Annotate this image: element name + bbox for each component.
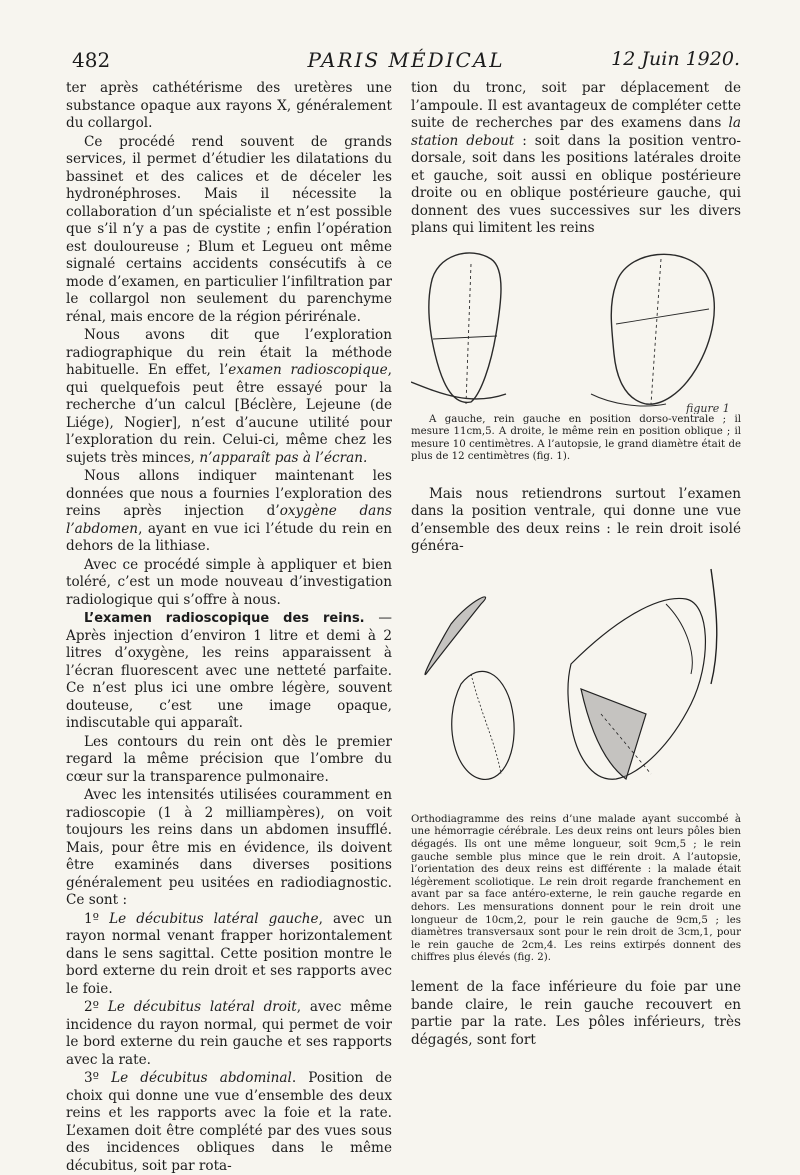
paragraph: Avec les intensités utilisées couramment en radioscopie (1 à 2 milliampères), on voit toujours les reins dans un abdomen insufflé. Mais, pour être mis en évidence, ils doivent être examinés dans diverses positions généralement peu usitées en radiodiagnostic. Ce sont :	[66, 787, 392, 908]
page-number: 482	[72, 48, 111, 72]
list-item: 3º Le décubitus abdominal. Position de choix qui donne une vue d’ensemble des deux reins et les rapports avec la foie et la rate. L’examen doit être complété par des vues sous des incidences obliques dans le même décubitus, soit par rota-	[66, 1070, 392, 1174]
figure-label: figure 1	[686, 401, 730, 414]
paragraph: Mais nous retiendrons surtout l’examen dans la position ventrale, qui donne une vue d’ensemble des deux reins : le rein droit isolé généra-	[411, 485, 741, 555]
kidney-sketch-1	[411, 244, 741, 414]
orthodiagram-sketch	[411, 564, 741, 814]
paragraph: tion du tronc, soit par déplacement de l’ampoule. Il est avantageux de compléter cette suite de recherches par des examens dans la station debout : soit dans la position ventro-dorsale, soit dans les positions latérales droite et gauche, soit aussi en oblique postérieure droite ou en oblique postérieure gauche, qui donnent des vues successives sur les divers plans qui limitent les reins	[411, 80, 741, 236]
page-header	[72, 48, 740, 78]
figure-1-caption: A gauche, rein gauche en position dorso-ventrale ; il mesure 11cm,5. A droite, le même rein en position oblique ; il mesure 10 centimètres. A l’autopsie, le grand diamètre était de plus de 12 centimètres (fig. 1).	[411, 413, 741, 463]
paragraph: lement de la face inférieure du foie par une bande claire, le rein gauche recouvert en partie par la rate. Les pôles inférieurs, très dégagés, sont fort	[411, 979, 741, 1048]
left-column	[66, 80, 392, 1175]
right-column	[411, 80, 741, 1049]
paragraph: Les contours du rein ont dès le premier regard la même précision que l’ombre du cœur sur la transparence pulmonaire.	[66, 733, 392, 785]
section-heading: L’examen radioscopique des reins.	[84, 611, 365, 626]
journal-title: PARIS MÉDICAL	[307, 48, 505, 72]
figure-2-caption: Orthodiagramme des reins d’une malade ayant succombé à une hémorragie cérébrale. Les deux reins ont leurs pôles bien dégagés. Ils ont une même longueur, soit 9cm,5 ; le rein gauche semble plus mince que le rein droit. A l’autopsie, l’orientation des deux reins est différente : la malade était légèrement scoliotique. Le rein droit regarde franchement en avant par sa face antéro-externe, le rein gauche regarde en dehors. Les mensurations donnent pour le rein droit une longueur de 10cm,2, pour le rein gauche de 9cm,5 ; les diamètres transversaux sont pour le rein droit de 3cm,1, pour le rein gauche de 2cm,4. Les reins extirpés donnent des chiffres plus élevés (fig. 2).	[411, 813, 741, 964]
paragraph: Nous allons indiquer maintenant les données que nous a fournies l’exploration des reins après injection d’oxygène dans l’abdomen, ayant en vue ici l’étude du rein en dehors de la lithiase.	[66, 468, 392, 554]
paragraph: ter après cathétérisme des uretères une substance opaque aux rayons X, généralement du collargol.	[66, 80, 392, 131]
paragraph: L’examen radioscopique des reins. — Après injection d’environ 1 litre et demi à 2 litres d’oxygène, les reins apparaissent à l’écran fluorescent avec une netteté parfaite. Ce n’est plus ici une ombre légère, souvent douteuse, c’est une image opaque, indiscutable qui apparaît.	[66, 610, 392, 731]
paragraph: Ce procédé rend souvent de grands services, il permet d’étudier les dilatations du bassinet et des calices et de déceler les hydronéphroses. Mais il nécessite la collaboration d’un spécialiste et n’est possible que s’il n’y a pas de cystite ; enfin l’opération est douloureuse ; Blum et Legueu ont même signalé certains accidents consécutifs à ce mode d’examen, en particulier l’infiltration par le collargol non seulement du parenchyme rénal, mais encore de la région périrénale.	[66, 133, 392, 325]
paragraph: Avec ce procédé simple à appliquer et bien toléré, c’est un mode nouveau d’investigation radiologique qui s’offre à nous.	[66, 556, 392, 608]
list-item: 2º Le décubitus latéral droit, avec même incidence du rayon normal, qui permet de voir le bord externe du rein gauche et ses rapports avec la rate.	[66, 999, 392, 1068]
paragraph: Nous avons dit que l’exploration radiographique du rein était la méthode habituelle. En effet, l’examen radioscopique, qui quelquefois peut être essayé pour la recherche d’un calcul [Béclère, Lejeune (de Liége), Nogier], n’est d’aucune utilité pour l’exploration du rein. Celui-ci, même chez les sujets très minces, n’apparaît pas à l’écran.	[66, 327, 392, 466]
figure-1	[411, 244, 741, 464]
issue-date: 12 Juin 1920.	[611, 48, 740, 70]
list-item: 1º Le décubitus latéral gauche, avec un rayon normal venant frapper horizontalement dans le sens sagittal. Cette position montre le bord externe du rein droit et ses rapports avec le foie.	[66, 910, 392, 997]
figure-2	[411, 564, 741, 965]
